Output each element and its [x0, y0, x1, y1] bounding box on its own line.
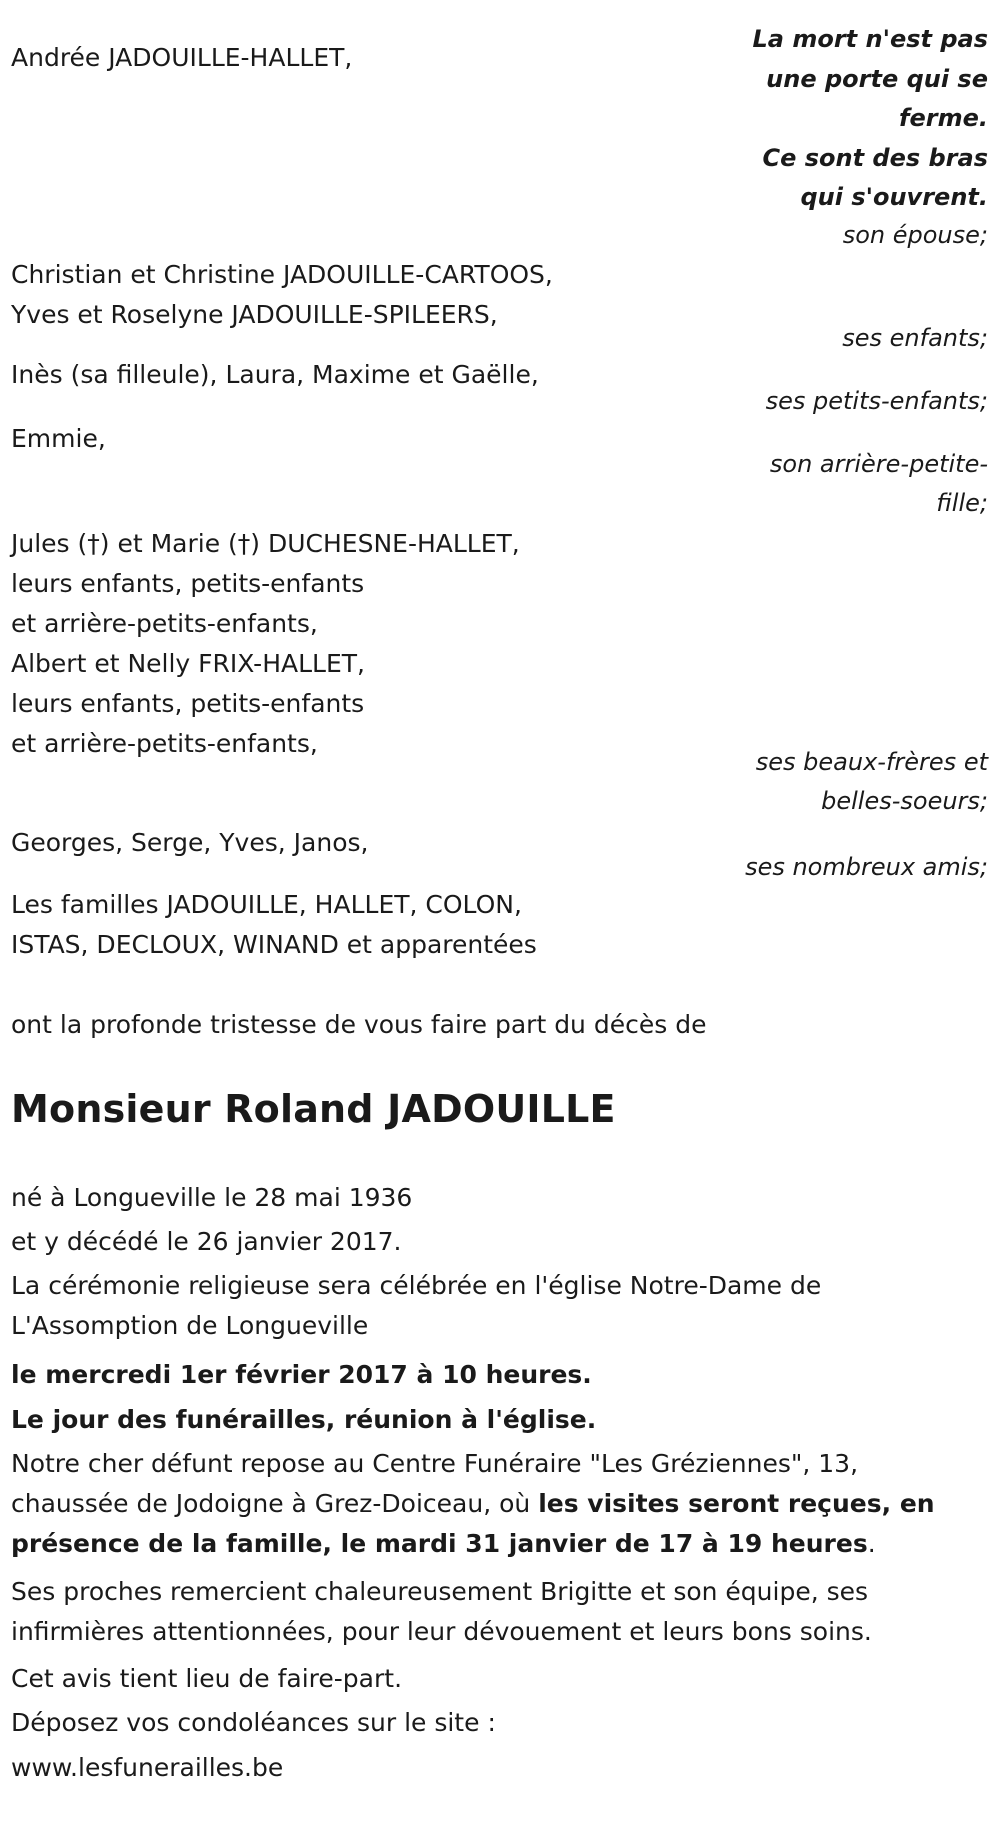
notice: Cet avis tient lieu de faire-part.: [11, 1664, 403, 1693]
in-laws-names: [11, 524, 520, 764]
relation-line: ses beaux-frères et: [755, 748, 988, 776]
in-laws-line: et arrière-petits-enfants,: [11, 609, 318, 638]
rest-line: [11, 1484, 935, 1524]
child-couple: Christian et Christine JADOUILLE-CARTOOS,: [11, 260, 553, 289]
visits-text: les visites seront reçues, en: [538, 1489, 935, 1518]
families-line: ISTAS, DECLOUX, WINAND et apparentées: [11, 930, 537, 959]
in-laws-relation: [756, 743, 988, 821]
condolences-text: Déposez vos condoléances sur le site :: [11, 1708, 496, 1737]
ceremony-line: La cérémonie religieuse sera célébrée en l'église Notre-Dame de: [11, 1271, 822, 1300]
quote: [753, 20, 989, 218]
relation-line: belles-soeurs;: [821, 787, 988, 815]
website-link[interactable]: www.lesfunerailles.be: [11, 1753, 284, 1782]
rest-line: [11, 1524, 935, 1564]
death-info: et y décédé le 26 janvier 2017.: [11, 1227, 402, 1256]
ceremony-text: [11, 1266, 821, 1346]
children-names: [11, 255, 553, 335]
child-couple: Yves et Roselyne JADOUILLE-SPILEERS,: [11, 300, 498, 329]
friends-relation: ses nombreux amis;: [745, 853, 988, 881]
thanks-line: Ses proches remercient chaleureusement Brigitte et son équipe, ses: [11, 1577, 869, 1606]
quote-line: une porte qui se: [766, 64, 988, 93]
ceremony-date: le mercredi 1er février 2017 à 10 heures.: [11, 1360, 592, 1389]
families-line: Les familles JADOUILLE, HALLET, COLON,: [11, 890, 522, 919]
visits-text: présence de la famille, le mardi 31 janvier de 17 à 19 heures: [11, 1529, 868, 1558]
quote-line: qui s'ouvrent.: [800, 183, 988, 211]
grandchildren-names: Inès (sa filleule), Laura, Maxime et Gaëlle,: [11, 360, 539, 389]
rest-text: .: [867, 1529, 876, 1558]
spouse-relation: son épouse;: [842, 221, 988, 249]
ceremony-line: L'Assomption de Longueville: [11, 1311, 369, 1340]
in-laws-line: et arrière-petits-enfants,: [11, 729, 318, 758]
rest-text: chaussée de Jodoigne à Grez-Doiceau, où: [11, 1489, 539, 1518]
in-laws-line: Jules (†) et Marie (†) DUCHESNE-HALLET,: [11, 529, 520, 558]
spouse-names: Andrée JADOUILLE-HALLET,: [11, 43, 353, 72]
families-names: [11, 885, 537, 965]
birth-info: né à Longueville le 28 mai 1936: [11, 1183, 413, 1212]
in-laws-line: leurs enfants, petits-enfants: [11, 569, 365, 598]
thanks-line: infirmières attentionnées, pour leur dévouement et leurs bons soins.: [11, 1617, 872, 1646]
great-grandchild-relation: [770, 445, 988, 523]
grandchildren-relation: ses petits-enfants;: [765, 387, 988, 415]
rest-line: Notre cher défunt repose au Centre Funéraire "Les Gréziennes", 13,: [11, 1449, 859, 1478]
funeral-meeting: Le jour des funérailles, réunion à l'église.: [11, 1405, 597, 1434]
children-relation: ses enfants;: [842, 324, 988, 352]
great-grandchild-names: Emmie,: [11, 424, 106, 453]
announcement: ont la profonde tristesse de vous faire part du décès de: [11, 1010, 707, 1039]
quote-line: Ce sont des bras: [762, 143, 988, 172]
quote-line: La mort n'est pas: [752, 25, 988, 53]
in-laws-line: leurs enfants, petits-enfants: [11, 689, 365, 718]
deceased-name: Monsieur Roland JADOUILLE: [11, 1087, 616, 1131]
quote-line: ferme.: [899, 104, 988, 132]
thanks-paragraph: [11, 1572, 872, 1652]
in-laws-line: Albert et Nelly FRIX-HALLET,: [11, 649, 365, 678]
relation-line: fille;: [936, 489, 988, 517]
rest-paragraph: [11, 1444, 935, 1564]
friends-names: Georges, Serge, Yves, Janos,: [11, 828, 369, 857]
relation-line: son arrière-petite-: [769, 450, 988, 478]
